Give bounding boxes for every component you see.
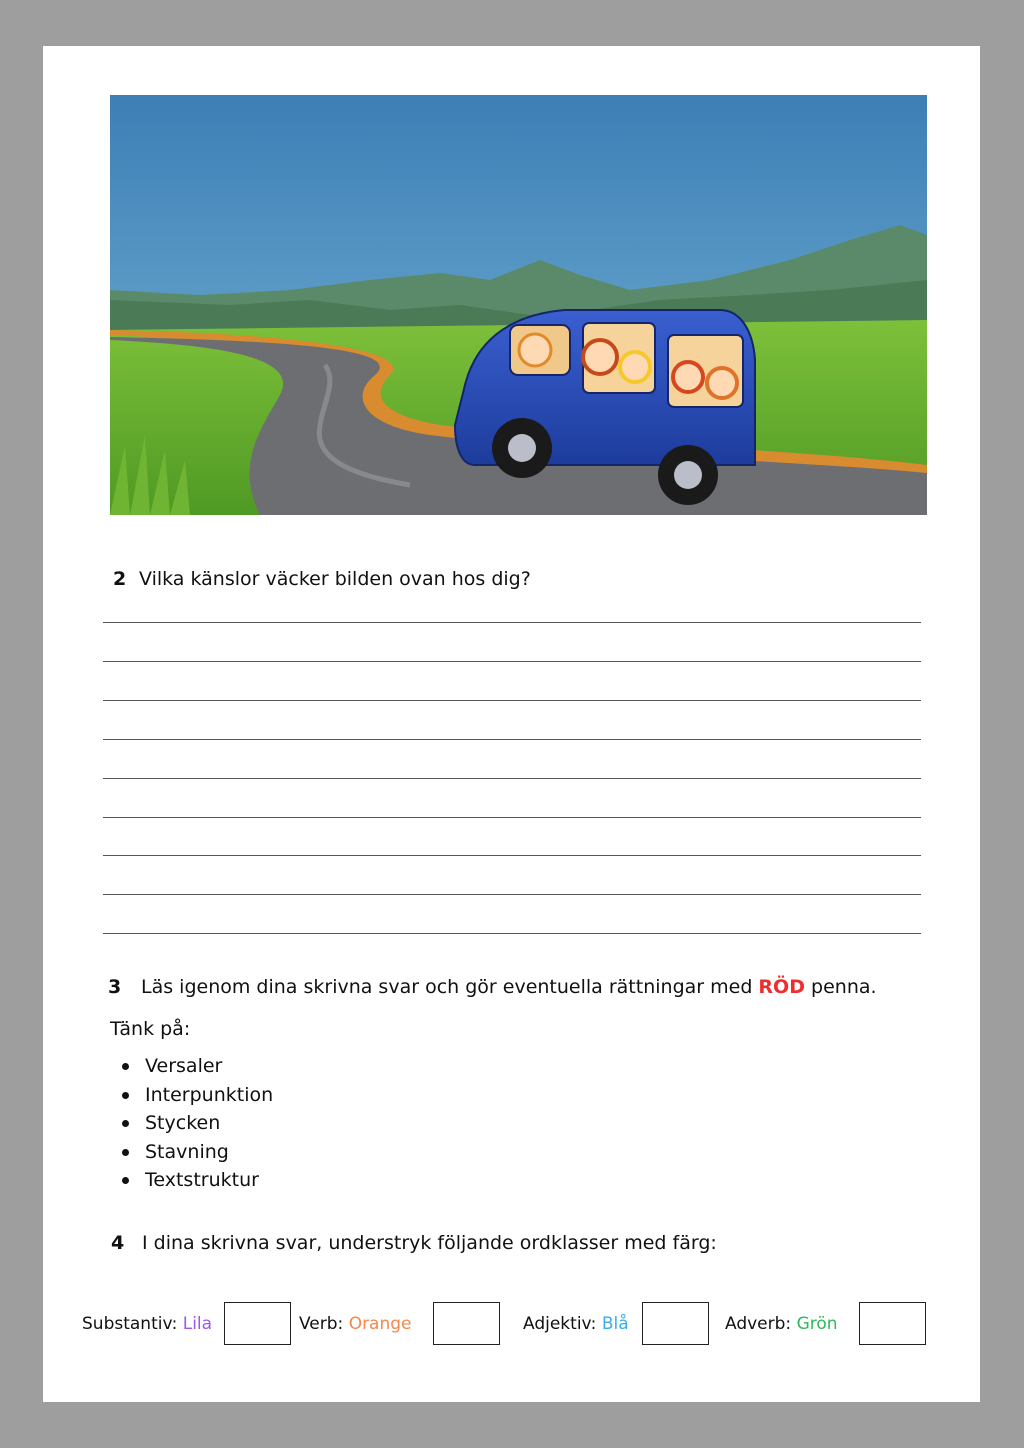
word-class-verb [299, 1313, 412, 1335]
list-item [120, 1109, 273, 1138]
word-class-substantiv [82, 1313, 212, 1335]
van-rear-wheel [658, 445, 718, 505]
question-text-after: penna. [804, 976, 877, 998]
word-class-color: Grön [796, 1314, 838, 1334]
list-item-text: Versaler [145, 1055, 223, 1077]
verb-color-box[interactable] [433, 1302, 500, 1345]
answer-line[interactable] [103, 817, 921, 818]
question-text: I dina skrivna svar, understryk följande ordklasser med färg: [142, 1232, 717, 1254]
question-4 [111, 1231, 717, 1255]
list-item-text: Textstruktur [145, 1169, 259, 1191]
question-text: Vilka känslor väcker bilden ovan hos dig? [139, 568, 531, 590]
checklist [120, 1052, 273, 1195]
bullet-icon [122, 1149, 129, 1156]
adverb-color-box[interactable] [859, 1302, 926, 1345]
bullet-icon [122, 1177, 129, 1184]
answer-line[interactable] [103, 739, 921, 740]
list-item [120, 1052, 273, 1081]
bullet-icon [122, 1063, 129, 1070]
question-number: 4 [111, 1232, 125, 1254]
list-item [120, 1166, 273, 1195]
answer-line[interactable] [103, 855, 921, 856]
word-class-adjektiv [523, 1313, 629, 1335]
think-about-label: Tänk på: [110, 1018, 191, 1040]
question-number: 2 [113, 568, 127, 590]
list-item-text: Stavning [145, 1140, 229, 1163]
answer-line[interactable] [103, 622, 921, 623]
bullet-icon [122, 1120, 129, 1127]
answer-line[interactable] [103, 661, 921, 662]
substantiv-color-box[interactable] [224, 1302, 291, 1345]
red-pen-highlight: RÖD [758, 976, 805, 998]
list-item [120, 1081, 273, 1110]
answer-line[interactable] [103, 933, 921, 934]
bullet-icon [122, 1092, 129, 1099]
question-3 [108, 975, 877, 999]
answer-line[interactable] [103, 700, 921, 701]
word-class-label: Adjektiv: [523, 1314, 597, 1334]
word-class-adverb [725, 1313, 838, 1335]
van-front-wheel [492, 418, 552, 478]
word-class-label: Verb: [299, 1314, 344, 1334]
answer-line[interactable] [103, 778, 921, 779]
question-number: 3 [108, 976, 122, 998]
list-item-text: Interpunktion [145, 1083, 274, 1106]
word-class-color: Orange [348, 1314, 412, 1334]
word-class-color: Lila [182, 1314, 213, 1334]
word-class-label: Adverb: [725, 1314, 792, 1334]
adjektiv-color-box[interactable] [642, 1302, 709, 1345]
list-item [120, 1138, 273, 1167]
answer-line[interactable] [103, 894, 921, 895]
word-class-color: Blå [601, 1314, 629, 1334]
list-item-text: Stycken [145, 1112, 221, 1134]
word-class-label: Substantiv: [82, 1314, 178, 1334]
question-2 [113, 567, 531, 591]
question-text-before: Läs igenom dina skrivna svar och gör eventuella rättningar med [141, 976, 759, 998]
van-landscape-illustration [110, 95, 927, 515]
